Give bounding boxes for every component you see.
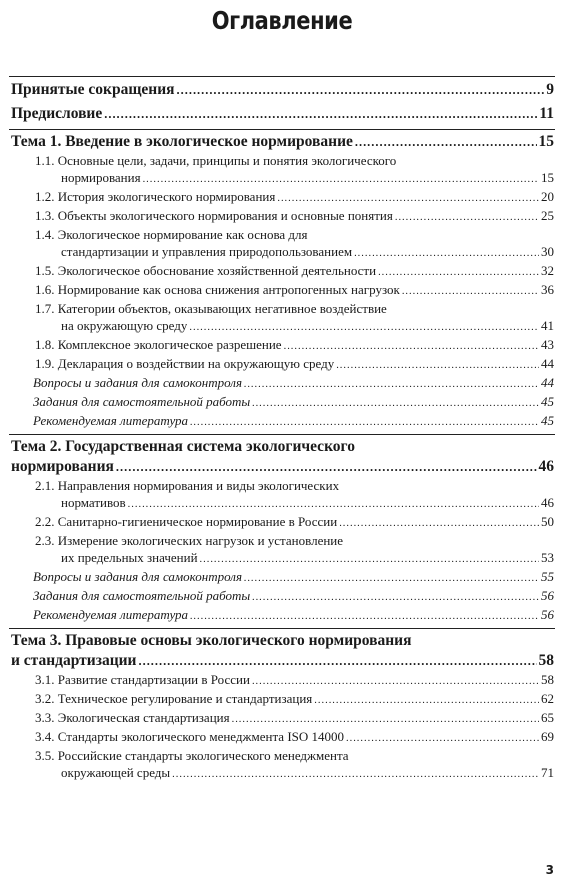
toc-leader-dots bbox=[244, 570, 539, 587]
toc-leader-dots bbox=[346, 730, 539, 747]
toc-section bbox=[0, 129, 564, 431]
toc-entry-title: 2.2. Санитарно-гигиеническое нормирование в России bbox=[35, 514, 338, 529]
toc-front-matter bbox=[0, 76, 564, 124]
toc-entry-page: 20 bbox=[541, 189, 554, 204]
toc-entry-title: стандартизации и управления природопользованием bbox=[61, 244, 353, 259]
page-number: 3 bbox=[545, 863, 554, 877]
toc-entry-title: их предельных значений bbox=[61, 550, 198, 565]
toc-leader-dots bbox=[354, 245, 539, 262]
toc-entry-page: 30 bbox=[541, 244, 554, 259]
toc-leader-dots bbox=[190, 608, 539, 625]
toc-entry-title: Предисловие bbox=[11, 105, 103, 122]
toc-entry-title: Вопросы и задания для самоконтроля bbox=[33, 569, 242, 584]
toc-entry-title: окружающей среды bbox=[61, 765, 171, 780]
toc-subentry[interactable] bbox=[35, 355, 554, 374]
toc-subentry[interactable] bbox=[0, 152, 564, 188]
toc-leader-dots bbox=[232, 711, 539, 728]
toc-entry-page: 44 bbox=[541, 356, 554, 371]
toc-subentry[interactable] bbox=[35, 336, 554, 355]
toc-entry-title: 1.2. История экологического нормирования bbox=[35, 189, 276, 204]
toc-leader-dots bbox=[252, 673, 539, 690]
toc-entry-title: 1.3. Объекты экологического нормирования и основные понятия bbox=[35, 208, 393, 223]
toc-leader-dots bbox=[355, 132, 537, 152]
toc-entry-page: 58 bbox=[538, 652, 554, 669]
toc-entry-title: 1.8. Комплексное экологическое разрешение bbox=[35, 337, 282, 352]
toc-subentry[interactable] bbox=[0, 226, 564, 262]
toc-entry-page: 25 bbox=[541, 208, 554, 223]
toc-leader-dots bbox=[128, 496, 539, 513]
toc-entry-title: Принятые сокращения bbox=[11, 81, 175, 98]
toc-entry-title-line: 1.7. Категории объектов, оказывающих негативное воздействие bbox=[35, 301, 387, 316]
toc-entry-title: Задания для самостоятельной работы bbox=[33, 588, 251, 603]
toc-leader-dots bbox=[252, 395, 539, 412]
section-divider bbox=[9, 76, 555, 77]
toc-subentry[interactable] bbox=[0, 300, 564, 336]
toc-entry-title-line: Тема 3. Правовые основы экологического нормирования bbox=[11, 632, 412, 649]
toc-entry-page: 36 bbox=[541, 282, 554, 297]
toc-entry-page: 58 bbox=[541, 672, 554, 687]
toc-section-heading[interactable] bbox=[11, 132, 554, 152]
toc-entry-page: 56 bbox=[541, 588, 554, 603]
toc-entry-page: 46 bbox=[541, 495, 554, 510]
toc-leader-dots bbox=[339, 515, 539, 532]
section-divider bbox=[9, 628, 555, 629]
toc-section bbox=[0, 628, 564, 783]
toc-questions-entry[interactable] bbox=[33, 568, 554, 587]
toc-entry-page: 53 bbox=[541, 550, 554, 565]
page-title: Оглавление bbox=[211, 6, 353, 35]
toc-literature-entry[interactable] bbox=[33, 412, 554, 431]
toc-entry-page: 45 bbox=[541, 394, 554, 409]
toc-entry-page: 9 bbox=[546, 81, 554, 98]
toc-entry-title-line: 2.1. Направления нормирования и виды экологических bbox=[35, 478, 340, 493]
toc-leader-dots bbox=[395, 209, 539, 226]
toc-entry-title: 3.3. Экологическая стандартизация bbox=[35, 710, 230, 725]
toc-assignments-entry[interactable] bbox=[33, 393, 554, 412]
toc-entry-title: Вопросы и задания для самоконтроля bbox=[33, 375, 242, 390]
toc-entry-title-line: 2.3. Измерение экологических нагрузок и установление bbox=[35, 533, 344, 548]
toc-entry-title-line: 1.4. Экологическое нормирование как основа для bbox=[35, 227, 308, 242]
toc-subentry[interactable] bbox=[0, 477, 564, 513]
toc-entry-title: нормирования bbox=[11, 458, 114, 475]
toc-leader-dots bbox=[277, 190, 539, 207]
toc-leader-dots bbox=[314, 692, 539, 709]
toc-entry-title-line: 1.1. Основные цели, задачи, принципы и понятия экологического bbox=[35, 153, 397, 168]
toc-entry-page: 15 bbox=[538, 133, 554, 150]
section-divider bbox=[9, 129, 555, 130]
toc-entry-page: 32 bbox=[541, 263, 554, 278]
toc-entry-title-line: 3.5. Российские стандарты экологического менеджмента bbox=[35, 748, 349, 763]
toc-leader-dots bbox=[378, 264, 539, 281]
toc-entry-title: нормирования bbox=[61, 170, 141, 185]
toc-entry-abbreviations[interactable] bbox=[11, 80, 554, 100]
toc-leader-dots bbox=[189, 319, 539, 336]
toc-leader-dots bbox=[336, 357, 539, 374]
toc-leader-dots bbox=[143, 171, 539, 188]
toc-subentry[interactable] bbox=[35, 671, 554, 690]
toc-subentry[interactable] bbox=[35, 207, 554, 226]
toc-literature-entry[interactable] bbox=[33, 606, 554, 625]
toc-entry-page: 46 bbox=[538, 458, 554, 475]
toc-subentry[interactable] bbox=[35, 281, 554, 300]
toc-leader-dots bbox=[244, 376, 539, 393]
toc-assignments-entry[interactable] bbox=[33, 587, 554, 606]
toc-leader-dots bbox=[139, 651, 537, 671]
toc-entry-title: 3.1. Развитие стандартизации в России bbox=[35, 672, 250, 687]
toc-leader-dots bbox=[177, 80, 545, 100]
toc-subentry[interactable] bbox=[35, 513, 554, 532]
toc-entry-page: 55 bbox=[541, 569, 554, 584]
toc-entry-preface[interactable] bbox=[11, 104, 554, 124]
section-divider bbox=[9, 434, 555, 435]
toc-entry-title: Рекомендуемая литература bbox=[33, 607, 189, 622]
toc-entry-title: 3.2. Техническое регулирование и стандартизация bbox=[35, 691, 313, 706]
toc-leader-dots bbox=[116, 457, 537, 477]
toc-subentry[interactable] bbox=[35, 690, 554, 709]
toc-entry-page: 43 bbox=[541, 337, 554, 352]
toc-subentry[interactable] bbox=[35, 709, 554, 728]
toc-entry-title: 3.4. Стандарты экологического менеджмента ISO 14000 bbox=[35, 729, 345, 744]
toc-leader-dots bbox=[172, 766, 539, 783]
toc-entry-page: 45 bbox=[541, 413, 554, 428]
toc-leader-dots bbox=[284, 338, 539, 355]
toc-leader-dots bbox=[104, 104, 537, 124]
toc-leader-dots bbox=[252, 589, 539, 606]
toc-section bbox=[0, 434, 564, 625]
toc-entry-title: Тема 1. Введение в экологическое нормирование bbox=[11, 133, 353, 150]
toc-leader-dots bbox=[402, 283, 539, 300]
table-of-contents bbox=[0, 76, 564, 783]
toc-entry-page: 15 bbox=[541, 170, 554, 185]
toc-entry-title: Задания для самостоятельной работы bbox=[33, 394, 251, 409]
toc-entry-title: 1.6. Нормирование как основа снижения антропогенных нагрузок bbox=[35, 282, 400, 297]
toc-entry-title: 1.5. Экологическое обоснование хозяйственной деятельности bbox=[35, 263, 377, 278]
toc-subentry[interactable] bbox=[35, 262, 554, 281]
toc-entry-page: 56 bbox=[541, 607, 554, 622]
toc-entry-title-line: Тема 2. Государственная система экологического bbox=[11, 438, 355, 455]
toc-subentry[interactable] bbox=[0, 747, 564, 783]
toc-entry-page: 50 bbox=[541, 514, 554, 529]
toc-subentry[interactable] bbox=[35, 188, 554, 207]
toc-entry-page: 62 bbox=[541, 691, 554, 706]
toc-entry-page: 65 bbox=[541, 710, 554, 725]
toc-entry-page: 71 bbox=[541, 765, 554, 780]
toc-questions-entry[interactable] bbox=[33, 374, 554, 393]
toc-entry-page: 11 bbox=[539, 105, 554, 122]
toc-entry-title: и стандартизации bbox=[11, 652, 137, 669]
toc-subentry[interactable] bbox=[35, 728, 554, 747]
toc-leader-dots bbox=[200, 551, 539, 568]
toc-subentry[interactable] bbox=[0, 532, 564, 568]
toc-entry-title: нормативов bbox=[61, 495, 126, 510]
toc-entry-title: на окружающую среду bbox=[61, 318, 188, 333]
toc-section-heading[interactable] bbox=[0, 631, 564, 671]
toc-entry-title: 1.9. Декларация о воздействии на окружающую среду bbox=[35, 356, 335, 371]
toc-leader-dots bbox=[190, 414, 539, 431]
toc-entry-title: Рекомендуемая литература bbox=[33, 413, 189, 428]
toc-section-heading[interactable] bbox=[0, 437, 564, 477]
toc-entry-page: 44 bbox=[541, 375, 554, 390]
toc-entry-page: 41 bbox=[541, 318, 554, 333]
toc-entry-page: 69 bbox=[541, 729, 554, 744]
